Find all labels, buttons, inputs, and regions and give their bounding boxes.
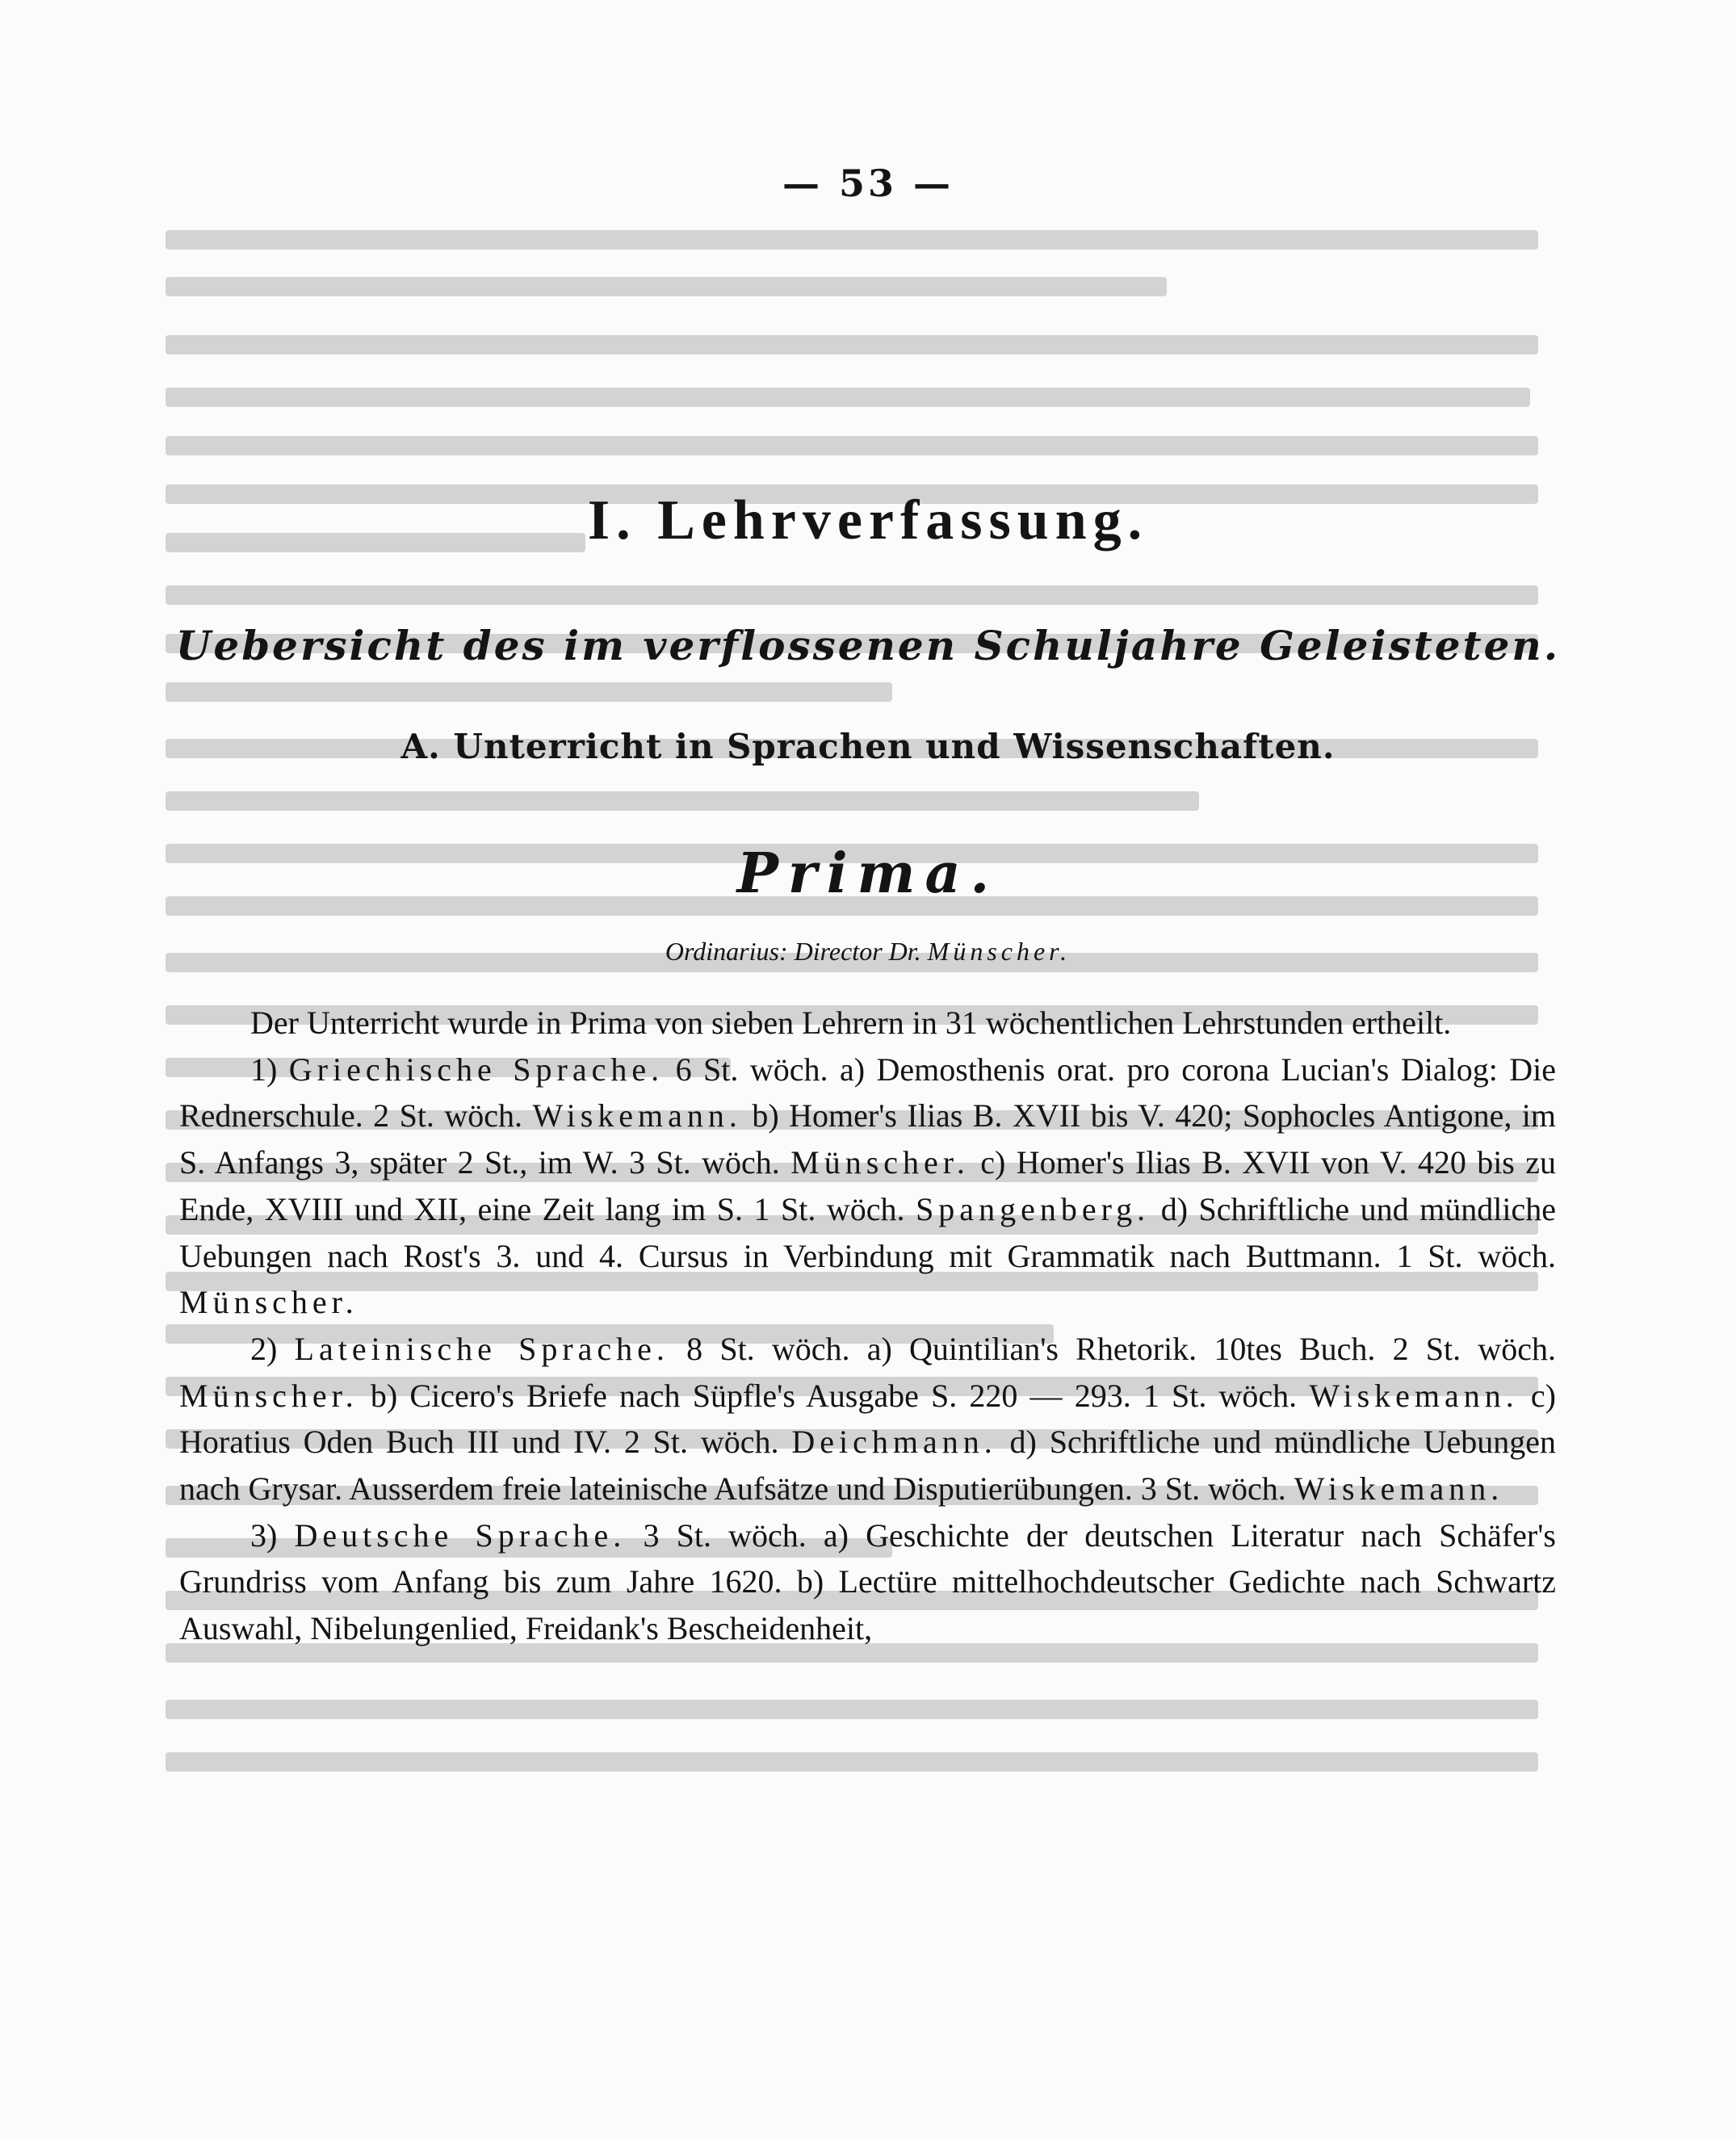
latin-subject: Lateinische Sprache.	[294, 1330, 669, 1367]
greek-text-a: 6 St. wöch. a) Demosthenis orat. pro corona Lucian's Dialog: Die Rednerschule. 2 St. wöch.	[179, 1051, 1557, 1135]
latin-teacher-b: Wiskemann.	[1309, 1377, 1519, 1414]
german-text-a: 3 St. wöch. a) Geschichte der deutschen Literatur nach Schäfer's Grundriss vom Anfang bis zum Jahre 1620. b) Lectüre mittelhochdeutscher Gedichte nach Schwartz Auswahl, Nibelungenlied, Freidank's Bescheidenheit,	[179, 1516, 1556, 1647]
latin-text-c: c) Horatius Oden Buch III und IV. 2 St. wöch.	[179, 1377, 1556, 1461]
greek-text-b: b) Homer's Ilias B. XVII bis V. 420; Sophocles Antigone, im S. Anfangs 3, später 2 St., im W. 3 St. wöch.	[179, 1097, 1557, 1181]
latin-teacher-c: Deichmann.	[791, 1424, 997, 1461]
overview-heading: Uebersicht des im verflossenen Schuljahre Geleisteten.	[175, 622, 1561, 669]
class-heading: Prima.	[736, 841, 1000, 906]
intro-paragraph: Der Unterricht wurde in Prima von sieben Lehrern in 31 wöchentlichen Lehrstunden ertheilt.	[250, 1004, 1452, 1041]
greek-text-c: c) Homer's Ilias B. XVII von V. 420 bis zu Ende, XVIII und XII, eine Zeit lang im S. 1 St. wöch.	[179, 1144, 1556, 1227]
latin-text-d: d) Schriftliche und mündliche Uebungen nach Grysar. Ausserdem freie lateinische Aufsätze und Disputierübungen. 3 St. wöch.	[179, 1424, 1557, 1508]
greek-number: 1)	[250, 1051, 278, 1088]
subsection-heading: A. Unterricht in Sprachen und Wissenschaften.	[400, 727, 1336, 766]
latin-text-a: 8 St. wöch. a) Quintilian's Rhetorik. 10tes Buch. 2 St. wöch.	[686, 1330, 1557, 1367]
ordinarius-label: Ordinarius: Director Dr.	[665, 937, 921, 966]
latin-teacher-d: Wiskemann.	[1294, 1470, 1504, 1508]
ordinarius-line	[0, 937, 1736, 967]
latin-number: 2)	[250, 1330, 278, 1367]
latin-teacher-a: Münscher.	[179, 1377, 359, 1414]
ordinarius-teacher: Münscher.	[927, 937, 1071, 966]
greek-teacher-d: Münscher.	[179, 1284, 359, 1321]
german-subject: Deutsche Sprache.	[294, 1516, 627, 1554]
greek-paragraph	[179, 1046, 1556, 1326]
greek-teacher-c: Spangenberg.	[916, 1190, 1151, 1227]
latin-text-b: b) Cicero's Briefe nach Süpfle's Ausgabe S. 220 — 293. 1 St. wöch.	[370, 1377, 1298, 1414]
greek-subject: Griechische Sprache.	[288, 1051, 665, 1088]
section-title: I. Lehrverfassung.	[587, 489, 1149, 552]
german-paragraph	[179, 1512, 1556, 1652]
greek-teacher-a: Wiskemann.	[532, 1097, 742, 1135]
page-number: — 53 —	[782, 161, 954, 205]
greek-teacher-b: Münscher.	[790, 1144, 970, 1181]
german-number: 3)	[250, 1516, 278, 1554]
latin-paragraph	[179, 1326, 1556, 1512]
body-text	[179, 1000, 1556, 1652]
greek-text-d: d) Schriftliche und mündliche Uebungen nach Rost's 3. und 4. Cursus in Verbindung mit Grammatik nach Buttmann. 1 St. wöch.	[179, 1190, 1557, 1274]
